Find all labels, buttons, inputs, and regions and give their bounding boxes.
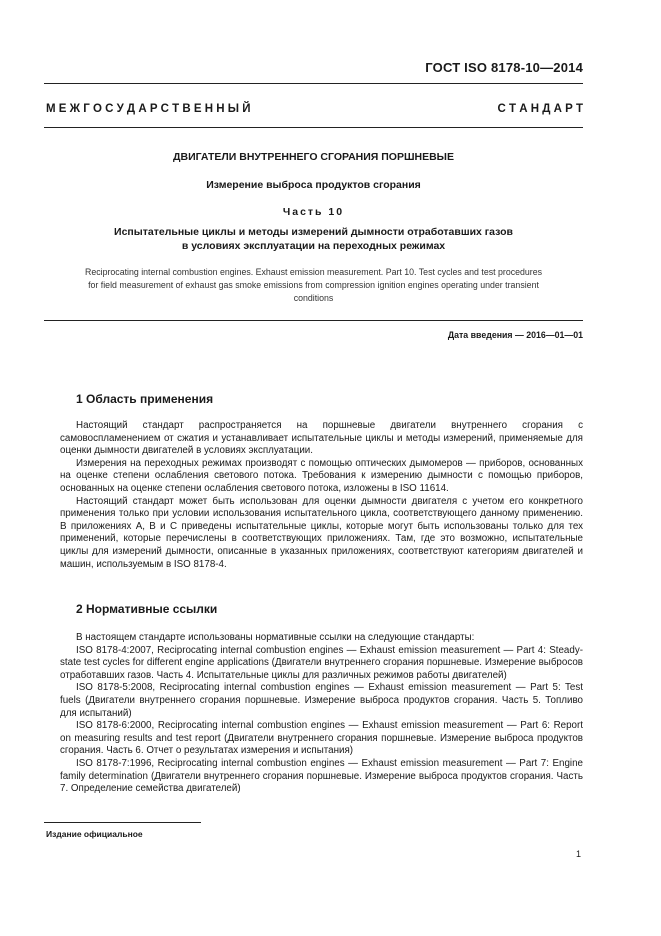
paragraph: Настоящий стандарт может быть использован для оценки дымности двигателя с учетом его конкретного применения только при условии использования испытательного цикла, соответствующего данному применению. В приложениях А, В и С приведены испытательные циклы, которые могут быть использованы только для тех применений, которые перечислены в соответствующих приложениях. Там, где это возможно, испытательные циклы для измерений дымности, описанные в указанных приложениях, соответствуют категориям двигателей и машин, используемым в ISO 8178-4.	[60, 495, 583, 570]
banner-rule	[44, 127, 583, 128]
page-number: 1	[575, 849, 581, 859]
reference-item: ISO 8178-5:2008, Reciprocating internal combustion engines — Exhaust emission measurement — Part 5: Test fuels (Двигатели внутреннего сгорания поршневые. Измерение выброса продуктов сгорания. Часть 5. Топливо для испытаний)	[60, 682, 583, 719]
part-title-line: Испытательные циклы и методы измерений дымности отработавших газов	[114, 226, 513, 238]
reference-item: ISO 8178-6:2000, Reciprocating internal combustion engines — Exhaust emission measurement — Part 6: Report on measuring results and test report (Двигатели внутреннего сгорания поршневые. Измерение выброса продуктов сгорания. Часть 6. Отчет о результатах измерения и испытания)	[60, 720, 583, 757]
paragraph: Настоящий стандарт распространяется на поршневые двигатели внутреннего сгорания с самовоспламенением от сжатия и устанавливает испытательные циклы и методы измерений, применяемые для оценки дымности двигателей в условиях эксплуатации.	[60, 420, 583, 457]
paragraph: Измерения на переходных режимах производят с помощью оптических дымомеров — приборов, основанных на оценке степени ослабления светового потока. Требования к измерению дымности с помощью приборов, основанных на оценке степени ослабления светового потока, изложены в ISO 11614.	[60, 457, 583, 494]
english-title-line: conditions	[293, 293, 334, 303]
english-title	[44, 266, 583, 305]
standard-banner	[46, 103, 583, 115]
footer-rule	[44, 822, 201, 823]
document-title: ДВИГАТЕЛИ ВНУТРЕННЕГО СГОРАНИЯ ПОРШНЕВЫЕ	[173, 151, 454, 163]
section-2-body	[60, 632, 583, 796]
part-number: Часть 10	[282, 206, 345, 218]
part-title-line: в условиях эксплуатации на переходных режимах	[181, 240, 446, 252]
header-rule	[44, 83, 583, 84]
part-title	[44, 225, 583, 253]
document-subtitle: Измерение выброса продуктов сгорания	[206, 179, 421, 191]
document-code: ГОСТ ISO 8178-10—2014	[425, 60, 583, 75]
section-1-heading: 1 Область применения	[76, 392, 214, 406]
official-publication-label: Издание официальное	[46, 829, 143, 839]
english-title-line: Reciprocating internal combustion engines. Exhaust emission measurement. Part 10. Test cycles and test procedures	[84, 267, 543, 277]
banner-word-interstate: М Е Ж Г О С У Д А Р С Т В Е Н Н Ы Й	[46, 103, 251, 115]
paragraph: В настоящем стандарте использованы нормативные ссылки на следующие стандарты:	[76, 632, 475, 643]
english-title-line: for field measurement of exhaust gas smoke emissions from compression ignition engines operating under transient	[88, 280, 539, 290]
section-2-heading: 2 Нормативные ссылки	[76, 602, 218, 616]
title-rule	[44, 320, 583, 321]
reference-item: ISO 8178-4:2007, Reciprocating internal combustion engines — Exhaust emission measurement — Part 4: Steady-state test cycles for different engine applications (Двигатели внутреннего сгорания поршневые. Измерение выбросов отработавших газов. Часть 4. Испытательные циклы для различных режимов работы двигателей)	[60, 644, 583, 681]
banner-word-standard: С Т А Н Д А Р Т	[497, 103, 583, 115]
section-1-body	[60, 420, 583, 571]
reference-item: ISO 8178-7:1996, Reciprocating internal combustion engines — Exhaust emission measurement — Part 7: Engine family determination (Двигатели внутреннего сгорания поршневые. Измерение выброса продуктов сгорания. Часть 7. Определение семейства двигателей)	[60, 757, 583, 795]
introduction-date: Дата введения — 2016—01—01	[447, 330, 583, 340]
